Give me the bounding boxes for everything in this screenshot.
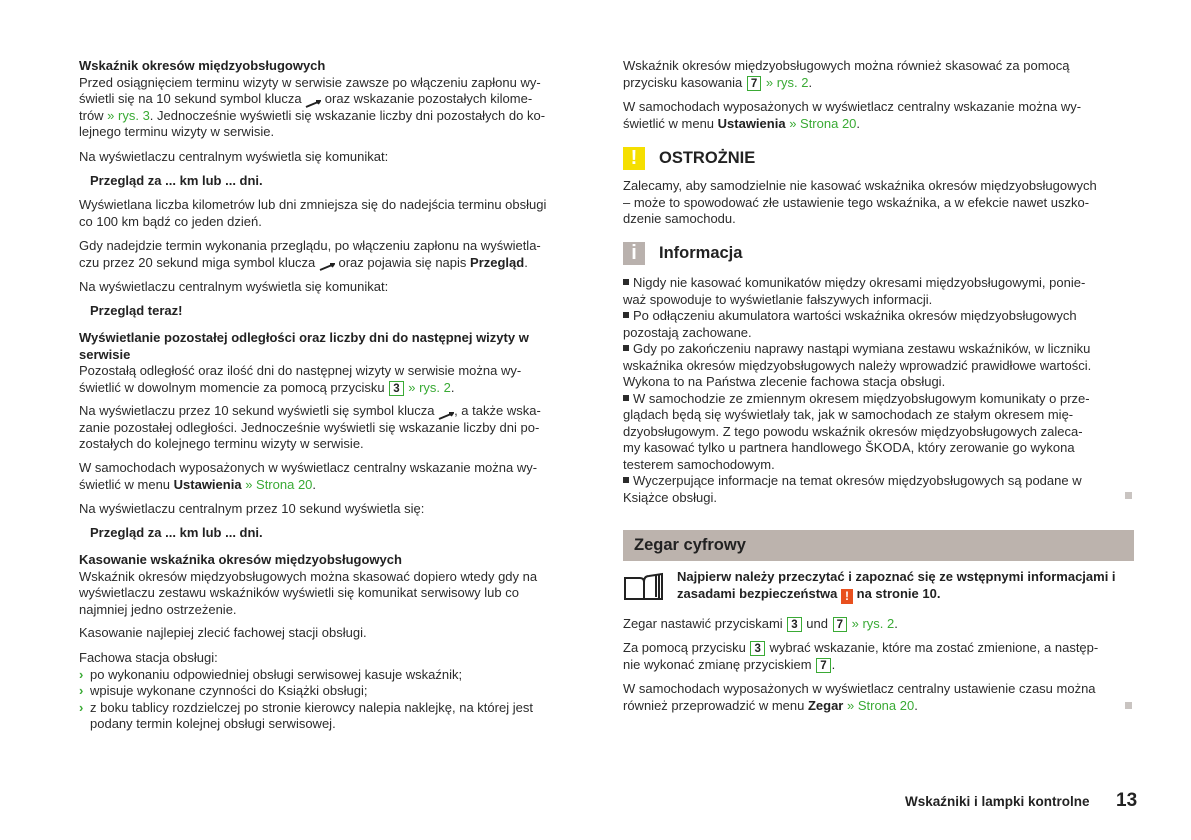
bold-text: Przegląd za ... km lub ... dni. bbox=[90, 525, 263, 540]
list-block bbox=[79, 650, 533, 733]
text: Nigdy nie kasować komunikatów między okresami międzyobsługowymi, ponie- bbox=[633, 275, 1086, 290]
text: waż spowoduje to wyświetlanie fałszywych informacji. bbox=[623, 291, 933, 307]
text-line bbox=[623, 195, 1097, 212]
text-line bbox=[79, 700, 533, 717]
paragraph-block bbox=[623, 616, 898, 633]
text: . bbox=[312, 476, 317, 492]
text-line bbox=[79, 238, 541, 255]
text-line bbox=[623, 308, 1091, 325]
info-header bbox=[623, 242, 742, 265]
text: W samochodach wyposażonych w wyświetlacz centralny wskazanie można wy- bbox=[79, 460, 538, 475]
text: najmniej jedno ostrzeżenie. bbox=[79, 601, 237, 617]
text: glądach będą się wyświetlały tak, jak w samochodach ze stałym okresem mię- bbox=[623, 407, 1074, 422]
text: podany termin kolejnej obsługi serwisowej. bbox=[90, 716, 336, 731]
button-key-label: 3 bbox=[750, 641, 764, 656]
wrench-icon bbox=[319, 259, 335, 267]
arrow-bullet-icon: › bbox=[79, 683, 84, 698]
section-title: Zegar cyfrowy bbox=[634, 536, 746, 554]
text-line bbox=[79, 460, 537, 477]
text: Wskaźnik okresów międzyobsługowych można skasować dopiero wtedy gdy na bbox=[79, 568, 538, 584]
arrow-bullet-icon: › bbox=[79, 666, 84, 682]
text: Za pomocą przycisku bbox=[623, 640, 750, 655]
text-line bbox=[623, 58, 1070, 75]
cross-reference-link[interactable]: » Strona 20 bbox=[789, 115, 857, 131]
text-line bbox=[79, 436, 541, 453]
bold-text: Kasowanie wskaźnika okresów międzyobsługowych bbox=[79, 552, 402, 567]
text: Na wyświetlaczu centralnym przez 10 sekund wyświetla się: bbox=[79, 501, 425, 516]
text: Wyczerpujące informacje na temat okresów międzyobsługowych są podane w bbox=[633, 473, 1082, 488]
bold-text: Ustawienia bbox=[717, 115, 786, 131]
wrench-icon bbox=[305, 96, 321, 104]
bold-text: Ustawienia bbox=[173, 476, 242, 492]
text: . bbox=[894, 616, 898, 631]
warning-exclamation-icon: ! bbox=[841, 589, 853, 604]
text: . bbox=[808, 74, 813, 90]
info-list-block bbox=[623, 275, 1091, 506]
text: Po odłączeniu akumulatora wartości wskaźnika okresów międzyobsługowych bbox=[633, 308, 1077, 323]
warning-title: OSTROŻNIE bbox=[659, 149, 756, 167]
text-line bbox=[79, 363, 529, 380]
warning-text-block bbox=[623, 178, 1097, 228]
button-key-label: 7 bbox=[816, 658, 830, 673]
text-line bbox=[90, 303, 182, 320]
square-bullet-icon bbox=[623, 395, 629, 401]
bold-text: Najpierw należy przeczytać i zapoznać się ze wstępnymi informacjami i bbox=[677, 569, 1116, 584]
button-key-label: 7 bbox=[747, 76, 761, 91]
text-line bbox=[79, 667, 533, 684]
button-key-label: 7 bbox=[833, 617, 847, 632]
text: Fachowa stacja obsługi: bbox=[79, 650, 218, 665]
text-line bbox=[79, 149, 388, 166]
paragraph-block bbox=[79, 460, 537, 493]
text-line bbox=[623, 616, 898, 633]
footer-chapter-title: Wskaźniki i lampki kontrolne bbox=[905, 794, 1090, 809]
end-of-section-marker bbox=[1125, 702, 1132, 709]
text: świetlić w menu bbox=[623, 115, 718, 131]
bold-text: Przegląd bbox=[470, 254, 525, 270]
text-line bbox=[79, 585, 537, 602]
message-block bbox=[90, 173, 263, 190]
book-icon bbox=[623, 572, 665, 602]
bold-text: na stronie 10. bbox=[853, 585, 941, 601]
text: Na wyświetlaczu przez 10 sekund wyświetli się symbol klucza bbox=[79, 403, 439, 418]
paragraph-block bbox=[79, 501, 424, 518]
text: zostałych do kolejnego terminu wizyty w serwisie. bbox=[79, 436, 364, 451]
paragraph-block bbox=[79, 149, 388, 166]
text: również przeprowadzić w menu bbox=[623, 697, 808, 713]
square-bullet-icon bbox=[623, 477, 629, 483]
paragraph-block bbox=[79, 403, 541, 453]
text: pozostają zachowane. bbox=[623, 324, 752, 340]
bold-text: Przegląd za ... km lub ... dni. bbox=[90, 173, 263, 188]
paragraph-block bbox=[79, 330, 529, 396]
text: Przed osiągnięciem terminu wizyty w serwisie zawsze po włączeniu zapłonu wy- bbox=[79, 74, 541, 90]
cross-reference-link[interactable]: » rys. 3 bbox=[107, 107, 150, 123]
bold-text: Przegląd teraz! bbox=[90, 303, 183, 318]
text-line bbox=[79, 58, 545, 75]
cross-reference-link[interactable]: » rys. 2 bbox=[851, 616, 895, 631]
message-block bbox=[90, 525, 263, 542]
section-header-bar bbox=[623, 530, 1134, 561]
cross-reference-link[interactable]: » Strona 20 bbox=[847, 697, 915, 713]
text-line bbox=[79, 650, 533, 667]
text-line bbox=[90, 525, 263, 542]
text-line bbox=[79, 330, 529, 347]
text-line bbox=[623, 275, 1091, 292]
text-line bbox=[677, 569, 1116, 586]
text: oraz wskazanie pozostałych kilome- bbox=[321, 91, 533, 106]
cross-reference-link[interactable]: » Strona 20 bbox=[245, 476, 313, 492]
paragraph-block bbox=[79, 58, 545, 141]
text-line bbox=[79, 108, 545, 125]
text-line bbox=[623, 407, 1091, 424]
text: oraz pojawia się napis bbox=[334, 254, 471, 270]
text: Zalecamy, aby samodzielnie nie kasować wskaźnika okresów międzyobsługowych bbox=[623, 178, 1097, 193]
text: trów bbox=[79, 107, 108, 123]
text-line bbox=[79, 716, 533, 733]
text-line bbox=[623, 698, 1096, 715]
paragraph-block bbox=[79, 625, 367, 642]
text: świetlić w dowolnym momencie za pomocą przycisku bbox=[79, 379, 389, 395]
text-line bbox=[623, 440, 1091, 457]
bold-text: Zegar bbox=[807, 697, 844, 713]
text: świetli się na 10 sekund symbol klucza bbox=[79, 91, 306, 106]
text: dzenie samochodu. bbox=[623, 211, 736, 226]
text: Książce obsługi. bbox=[623, 489, 717, 505]
text-line bbox=[79, 501, 424, 518]
message-block bbox=[90, 303, 182, 320]
text: W samochodach wyposażonych w wyświetlacz centralny wskazanie można wy- bbox=[623, 99, 1082, 114]
text-line bbox=[79, 552, 537, 569]
paragraph-block bbox=[623, 58, 1070, 91]
text-line bbox=[623, 424, 1091, 441]
square-bullet-icon bbox=[623, 279, 629, 285]
text: czu przez 20 sekund miga symbol klucza bbox=[79, 254, 319, 270]
cross-reference-link[interactable]: » rys. 2 bbox=[408, 379, 451, 395]
text-line bbox=[623, 374, 1091, 391]
text: zanie pozostałej odległości. Jednocześnie wyświetli się wskazanie liczby dni po- bbox=[79, 419, 540, 435]
square-bullet-icon bbox=[623, 312, 629, 318]
text-line bbox=[79, 602, 537, 619]
text: przycisku kasowania bbox=[623, 74, 746, 90]
text: Na wyświetlaczu centralnym wyświetla się komunikat: bbox=[79, 279, 389, 294]
text: Wskaźnik okresów międzyobsługowych można również skasować za pomocą bbox=[623, 58, 1070, 73]
text: . bbox=[524, 254, 528, 270]
text-line bbox=[79, 91, 545, 108]
text-line bbox=[79, 420, 541, 437]
text: W samochodach wyposażonych w wyświetlacz centralny ustawienie czasu można bbox=[623, 681, 1096, 696]
text: . bbox=[450, 379, 455, 395]
text-line bbox=[79, 683, 533, 700]
text-line bbox=[623, 473, 1091, 490]
square-bullet-icon bbox=[623, 345, 629, 351]
info-icon: i bbox=[623, 242, 645, 265]
text-line bbox=[79, 255, 541, 272]
text-line bbox=[79, 625, 367, 642]
text-line bbox=[79, 214, 546, 231]
bold-text: Wyświetlanie pozostałej odległości oraz liczby dni do następnej wizyty w bbox=[79, 330, 529, 345]
text-line bbox=[623, 681, 1096, 698]
text: – może to spowodować złe ustawienie tego wskaźnika, a w efekcie nawet uszko- bbox=[623, 194, 1090, 210]
text-line bbox=[623, 75, 1070, 92]
end-of-section-marker bbox=[1125, 492, 1132, 499]
text: co 100 km bądź co jeden dzień. bbox=[79, 213, 262, 229]
text-line bbox=[79, 380, 529, 397]
text-line bbox=[623, 490, 1091, 507]
paragraph-block bbox=[623, 99, 1081, 132]
text-line bbox=[677, 586, 1116, 603]
arrow-bullet-icon: › bbox=[79, 699, 84, 715]
text: Gdy po zakończeniu naprawy nastąpi wymiana zestawu wskaźników, w liczniku bbox=[633, 341, 1091, 356]
text: . bbox=[831, 656, 836, 672]
text-line bbox=[623, 116, 1081, 133]
paragraph-block bbox=[623, 640, 1098, 673]
text: , a także wska- bbox=[454, 403, 541, 418]
text: po wykonaniu odpowiedniej obsługi serwisowej kasuje wskaźnik; bbox=[90, 666, 463, 682]
wrench-icon bbox=[438, 408, 454, 416]
warning-header bbox=[623, 147, 755, 170]
text: Gdy nadejdzie termin wykonania przeglądu, po włączeniu zapłonu na wyświetla- bbox=[79, 238, 541, 253]
text-line bbox=[623, 358, 1091, 375]
text: Wyświetlana liczba kilometrów lub dni zmniejsza się do nadejścia terminu obsługi bbox=[79, 197, 547, 212]
paragraph-block bbox=[79, 197, 546, 230]
text: dzyobsługowym. Z tego powodu wskaźnik okresów międzyobsługowych zaleca- bbox=[623, 423, 1083, 439]
text: nie wykonać zmianę przyciskiem bbox=[623, 656, 816, 672]
text-line bbox=[623, 178, 1097, 195]
text-line bbox=[623, 391, 1091, 408]
text: wpisuje wykonane czynności do Książki obsługi; bbox=[90, 683, 368, 698]
text: z boku tablicy rozdzielczej po stronie kierowcy nalepia naklejkę, na której jest bbox=[90, 699, 533, 715]
text-line bbox=[623, 211, 1097, 228]
text: und bbox=[802, 616, 832, 631]
text-line bbox=[623, 99, 1081, 116]
text-line bbox=[79, 124, 545, 141]
bold-text: zasadami bezpieczeństwa bbox=[677, 585, 842, 601]
info-title: Informacja bbox=[659, 244, 743, 262]
text-line bbox=[79, 347, 529, 364]
text: testerem samochodowym. bbox=[623, 456, 775, 472]
text-line bbox=[623, 341, 1091, 358]
button-key-label: 3 bbox=[389, 381, 403, 396]
text-line bbox=[623, 292, 1091, 309]
text: Na wyświetlaczu centralnym wyświetla się komunikat: bbox=[79, 149, 389, 164]
text: my kasować tylko u partnera handlowego ŠKODA, który zerowanie go wykona bbox=[623, 440, 1075, 455]
text: Zegar nastawić przyciskami bbox=[623, 616, 787, 631]
text-line bbox=[623, 657, 1098, 674]
text-line bbox=[623, 640, 1098, 657]
text: wybrać wskazanie, które ma zostać zmienione, a następ- bbox=[765, 640, 1099, 655]
text-line bbox=[79, 75, 545, 92]
text: W samochodzie ze zmiennym okresem międzyobsługowym komunikaty o prze- bbox=[633, 390, 1090, 406]
text-line bbox=[79, 477, 537, 494]
text-line bbox=[79, 569, 537, 586]
text-line bbox=[90, 173, 263, 190]
text: Pozostałą odległość oraz ilość dni do następnej wizyty w serwisie można wy- bbox=[79, 363, 522, 378]
paragraph-block bbox=[79, 238, 541, 271]
paragraph-block bbox=[79, 279, 388, 296]
text: świetlić w menu bbox=[79, 476, 174, 492]
button-key-label: 3 bbox=[787, 617, 801, 632]
text: lejnego terminu wizyty w serwisie. bbox=[79, 124, 275, 139]
text: wyświetlaczu zestawu wskaźników wyświetli się komunikat serwisowy lub co bbox=[79, 585, 519, 600]
text-line bbox=[79, 197, 546, 214]
bold-text: Wskaźnik okresów międzyobsługowych bbox=[79, 58, 326, 73]
note-block bbox=[677, 569, 1116, 602]
exclamation-icon: ! bbox=[623, 147, 645, 170]
text-line bbox=[623, 325, 1091, 342]
text: . bbox=[914, 697, 918, 713]
text-line bbox=[79, 403, 541, 420]
page-number: 13 bbox=[1116, 790, 1138, 811]
text: . Jednocześnie wyświetli się wskazanie liczby dni pozostałych do ko- bbox=[149, 107, 546, 123]
paragraph-block bbox=[623, 681, 1096, 714]
text: Wykona to na Państwa zlecenie fachowa stacja obsługi. bbox=[623, 374, 946, 389]
text: wskaźnika okresów międzyobsługowych należy wprowadzić prawidłowe wartości. bbox=[623, 357, 1092, 373]
cross-reference-link[interactable]: » rys. 2 bbox=[765, 74, 809, 90]
text-line bbox=[623, 457, 1091, 474]
paragraph-block bbox=[79, 552, 537, 618]
text-line bbox=[79, 279, 388, 296]
bold-text: serwisie bbox=[79, 346, 131, 362]
text: Kasowanie najlepiej zlecić fachowej stacji obsługi. bbox=[79, 625, 367, 640]
text: . bbox=[856, 115, 861, 131]
